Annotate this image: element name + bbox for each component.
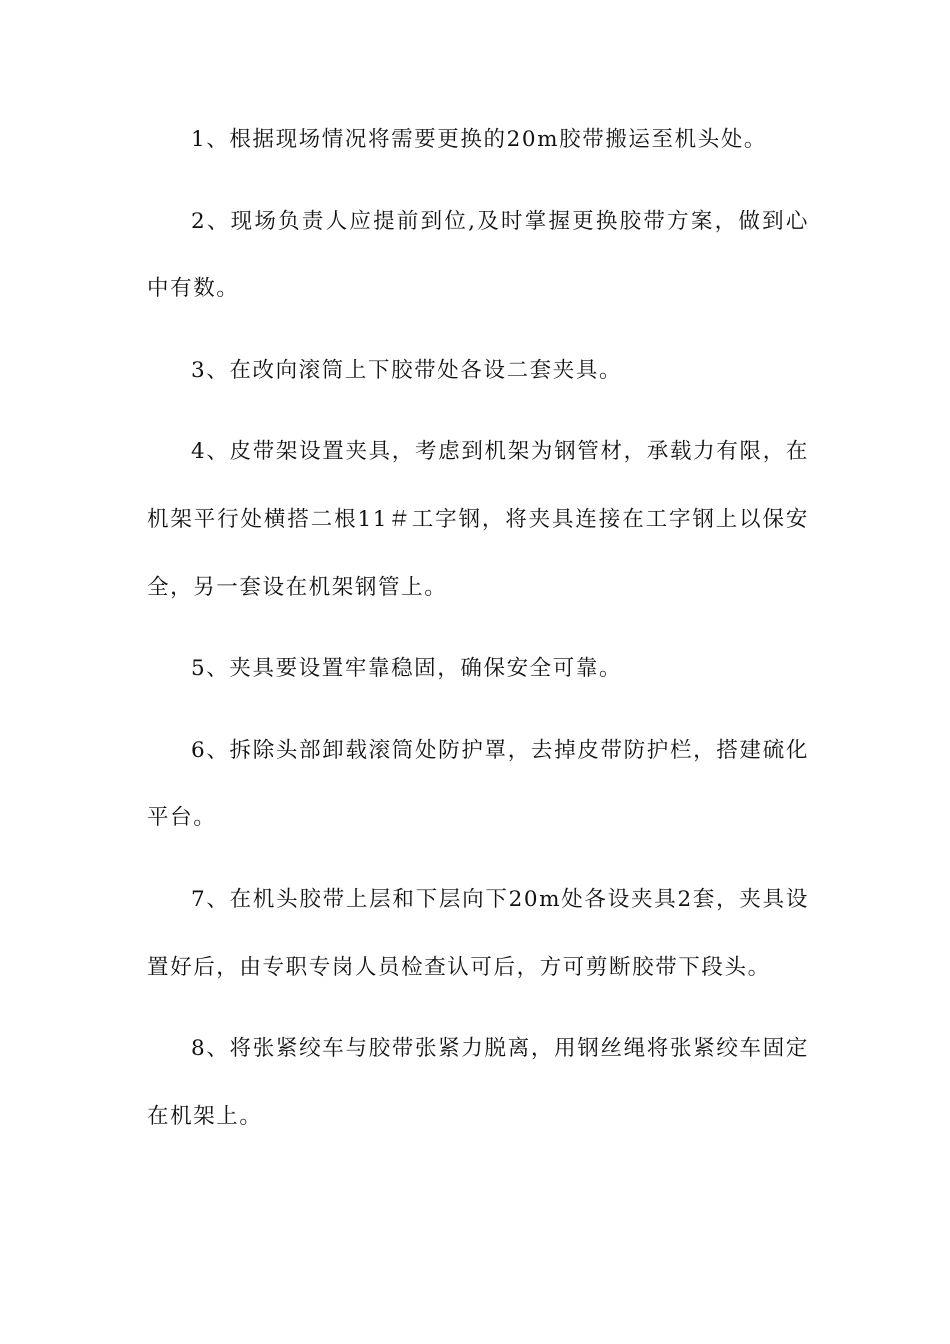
document-body: [147, 127, 809, 1164]
paragraph-1: 1、根据现场情况将需要更换的20m胶带搬运至机头处。: [191, 127, 768, 152]
paragraph-5: 5、夹具要设置牢靠稳固，确保安全可靠。: [191, 656, 623, 682]
paragraph-2: 2、现场负责人应提前到位,及时掌握更换胶带方案，做到心中有数。: [147, 208, 809, 302]
paragraph-3: 3、在改向滚筒上下胶带处各设二套夹具。: [191, 357, 623, 383]
paragraph-6: 6、拆除头部卸载滚筒处防护罩，去掉皮带防护栏，搭建硫化平台。: [147, 737, 809, 831]
paragraph-4: 4、皮带架设置夹具，考虑到机架为钢管材，承载力有限，在机架平行处横搭二根11＃工字钢，将夹具连接在工字钢上以保安全，另一套设在机架钢管上。: [147, 439, 809, 600]
paragraph-7: 7、在机头胶带上层和下层向下20m处各设夹具2套，夹具设置好后，由专职专岗人员检查认可后，方可剪断胶带下段头。: [147, 886, 809, 980]
paragraph-8: 8、将张紧绞车与胶带张紧力脱离，用钢丝绳将张紧绞车固定在机架上。: [147, 1036, 809, 1129]
